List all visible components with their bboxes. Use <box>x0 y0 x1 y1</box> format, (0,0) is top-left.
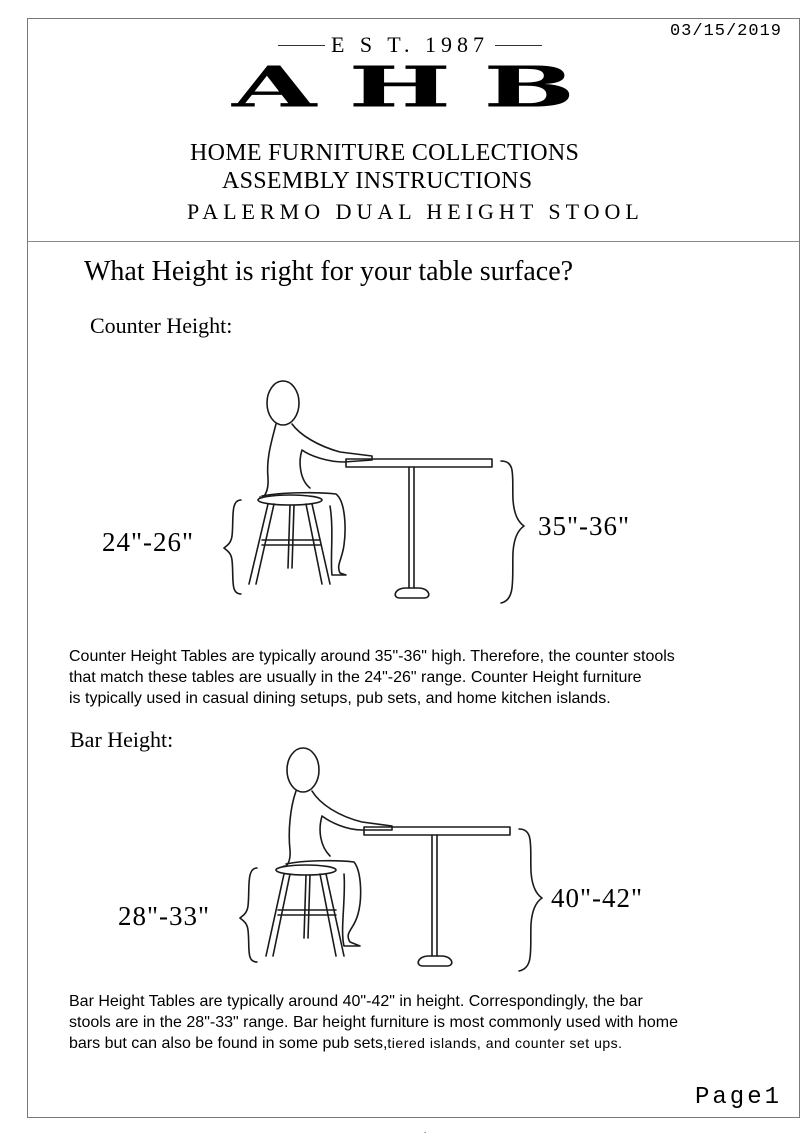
bar-table-base <box>418 956 452 966</box>
brand-logo: AHB <box>232 55 608 121</box>
bar-table-top <box>364 827 510 835</box>
bar-stool-brace <box>240 868 257 962</box>
counter-stool-range: 24"-26" <box>102 527 195 557</box>
counter-table-post <box>409 467 414 588</box>
counter-description <box>69 646 675 709</box>
counter-stool-rung <box>262 540 320 545</box>
counter-line-1: Counter Height Tables are typically around 35"-36" high. Therefore, the counter stools <box>69 648 675 665</box>
height-question: What Height is right for your table surface? <box>84 256 574 287</box>
product-name: PALERMO DUAL HEIGHT STOOL <box>187 199 644 224</box>
bar-heading: Bar Height: <box>70 727 174 752</box>
bar-person-back <box>284 791 296 866</box>
assembly-title: ASSEMBLY INSTRUCTIONS <box>222 168 533 194</box>
counter-table-range: 35"-36" <box>538 511 631 541</box>
counter-illustration <box>224 381 524 603</box>
bar-line-2: stools are in the 28"-33" range. Bar height furniture is most commonly used with home <box>69 1014 678 1031</box>
bar-stool-seat <box>276 865 336 875</box>
bar-description <box>69 991 678 1054</box>
counter-line-2: that match these tables are usually in the 24"-26" range. Counter Height furniture <box>69 669 642 686</box>
established-text: E S T. 1987 <box>330 32 490 57</box>
bar-line-3 <box>69 1033 678 1054</box>
counter-stool-brace <box>224 500 241 594</box>
bar-table-post <box>432 835 437 956</box>
bar-line-3-main: bars but can also be found in some pub sets, <box>69 1035 388 1052</box>
footer-mark: . <box>424 1126 427 1135</box>
counter-person-head <box>267 381 299 425</box>
counter-table-brace <box>501 461 524 603</box>
bar-illustration <box>240 748 542 971</box>
bar-table-brace <box>519 829 542 971</box>
collections-title: HOME FURNITURE COLLECTIONS <box>190 140 580 166</box>
bar-stool-range: 28"-33" <box>118 901 211 931</box>
bar-line-1: Bar Height Tables are typically around 40"-42" in height. Correspondingly, the bar <box>69 993 643 1010</box>
bar-person-head <box>287 748 319 792</box>
page-number: Page1 <box>694 1084 782 1111</box>
counter-line-3: is typically used in casual dining setups, pub sets, and home kitchen islands. <box>69 690 611 707</box>
counter-person-back <box>260 424 276 498</box>
counter-heading: Counter Height: <box>90 313 233 338</box>
bar-line-3-tail: tiered islands, and counter set ups. <box>387 1035 623 1051</box>
bar-table-range: 40"-42" <box>551 883 644 913</box>
counter-person-arm <box>292 424 372 488</box>
counter-table-base <box>395 588 429 598</box>
document-date: 03/15/2019 <box>669 22 782 41</box>
counter-stool-legs <box>249 504 330 584</box>
bar-person-arm <box>312 791 392 856</box>
